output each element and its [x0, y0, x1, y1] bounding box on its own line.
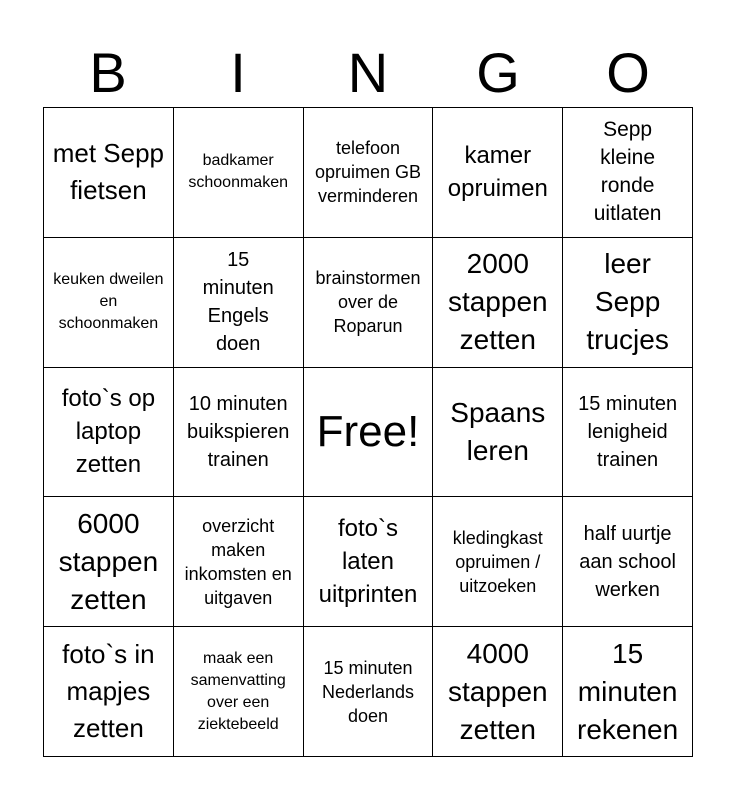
cell-text: telefoon opruimen GB verminderen [314, 138, 422, 207]
bingo-cell[interactable] [563, 627, 693, 757]
bingo-header [43, 38, 693, 108]
cell-text: 15 minuten Nederlands doen [321, 657, 415, 726]
bingo-cell[interactable] [44, 238, 174, 368]
header-letter-i: I [230, 41, 246, 104]
free-space-text: Free! [316, 406, 420, 456]
cell-text: kamer opruimen [447, 142, 548, 203]
header-letter-n: N [347, 41, 389, 104]
cell-text: foto`s in mapjes zetten [62, 639, 155, 744]
bingo-cell[interactable] [433, 497, 563, 627]
cell-text: 10 minuten buikspieren trainen [187, 392, 290, 471]
cell-text: maak een samenvatting over een ziektebeeld [190, 649, 286, 733]
bingo-cell[interactable] [304, 627, 434, 757]
bingo-cell[interactable] [433, 108, 563, 238]
bingo-cell[interactable] [174, 627, 304, 757]
bingo-cell[interactable] [563, 497, 693, 627]
bingo-cell[interactable] [44, 627, 174, 757]
cell-text: 15 minuten rekenen [577, 637, 679, 745]
bingo-card [43, 107, 693, 757]
bingo-cell[interactable] [304, 108, 434, 238]
cell-text: Sepp kleine ronde uitlaten [593, 118, 662, 226]
bingo-cell[interactable] [433, 627, 563, 757]
bingo-cell[interactable] [563, 368, 693, 498]
cell-text: met Sepp fietsen [52, 138, 165, 206]
bingo-cell[interactable] [44, 497, 174, 627]
header-letter-g: G [476, 41, 520, 104]
cell-text: brainstormen over de Roparun [315, 268, 421, 337]
cell-text: 15 minuten lenigheid trainen [578, 392, 678, 471]
cell-text: Spaans leren [450, 396, 546, 466]
cell-text: half uurtje aan school werken [579, 522, 676, 601]
bingo-free-cell[interactable] [304, 368, 434, 498]
bingo-cell[interactable] [44, 108, 174, 238]
bingo-cell[interactable] [563, 238, 693, 368]
bingo-cell[interactable] [304, 497, 434, 627]
cell-text: 4000 stappen zetten [447, 637, 548, 745]
bingo-cell[interactable] [563, 108, 693, 238]
cell-text: overzicht maken inkomsten en uitgaven [184, 515, 292, 608]
cell-text: foto`s laten uitprinten [318, 515, 418, 609]
bingo-cell[interactable] [304, 238, 434, 368]
cell-text: keuken dweilen en schoonmaken [53, 271, 164, 333]
cell-text: badkamer schoonmaken [188, 152, 288, 192]
bingo-cell[interactable] [433, 368, 563, 498]
cell-text: foto`s op laptop zetten [61, 385, 156, 479]
bingo-cell[interactable] [44, 368, 174, 498]
bingo-cell[interactable] [433, 238, 563, 368]
bingo-cell[interactable] [174, 368, 304, 498]
bingo-cell[interactable] [174, 238, 304, 368]
bingo-cell[interactable] [174, 497, 304, 627]
header-letter-b: B [89, 41, 127, 104]
bingo-cell[interactable] [174, 108, 304, 238]
cell-text: 2000 stappen zetten [447, 248, 548, 356]
header-letter-o: O [606, 41, 650, 104]
cell-text: 6000 stappen zetten [58, 507, 159, 615]
cell-text: kledingkast opruimen / uitzoeken [452, 527, 543, 596]
cell-text: 15 minuten Engels doen [202, 249, 274, 356]
cell-text: leer Sepp trucjes [586, 248, 669, 356]
